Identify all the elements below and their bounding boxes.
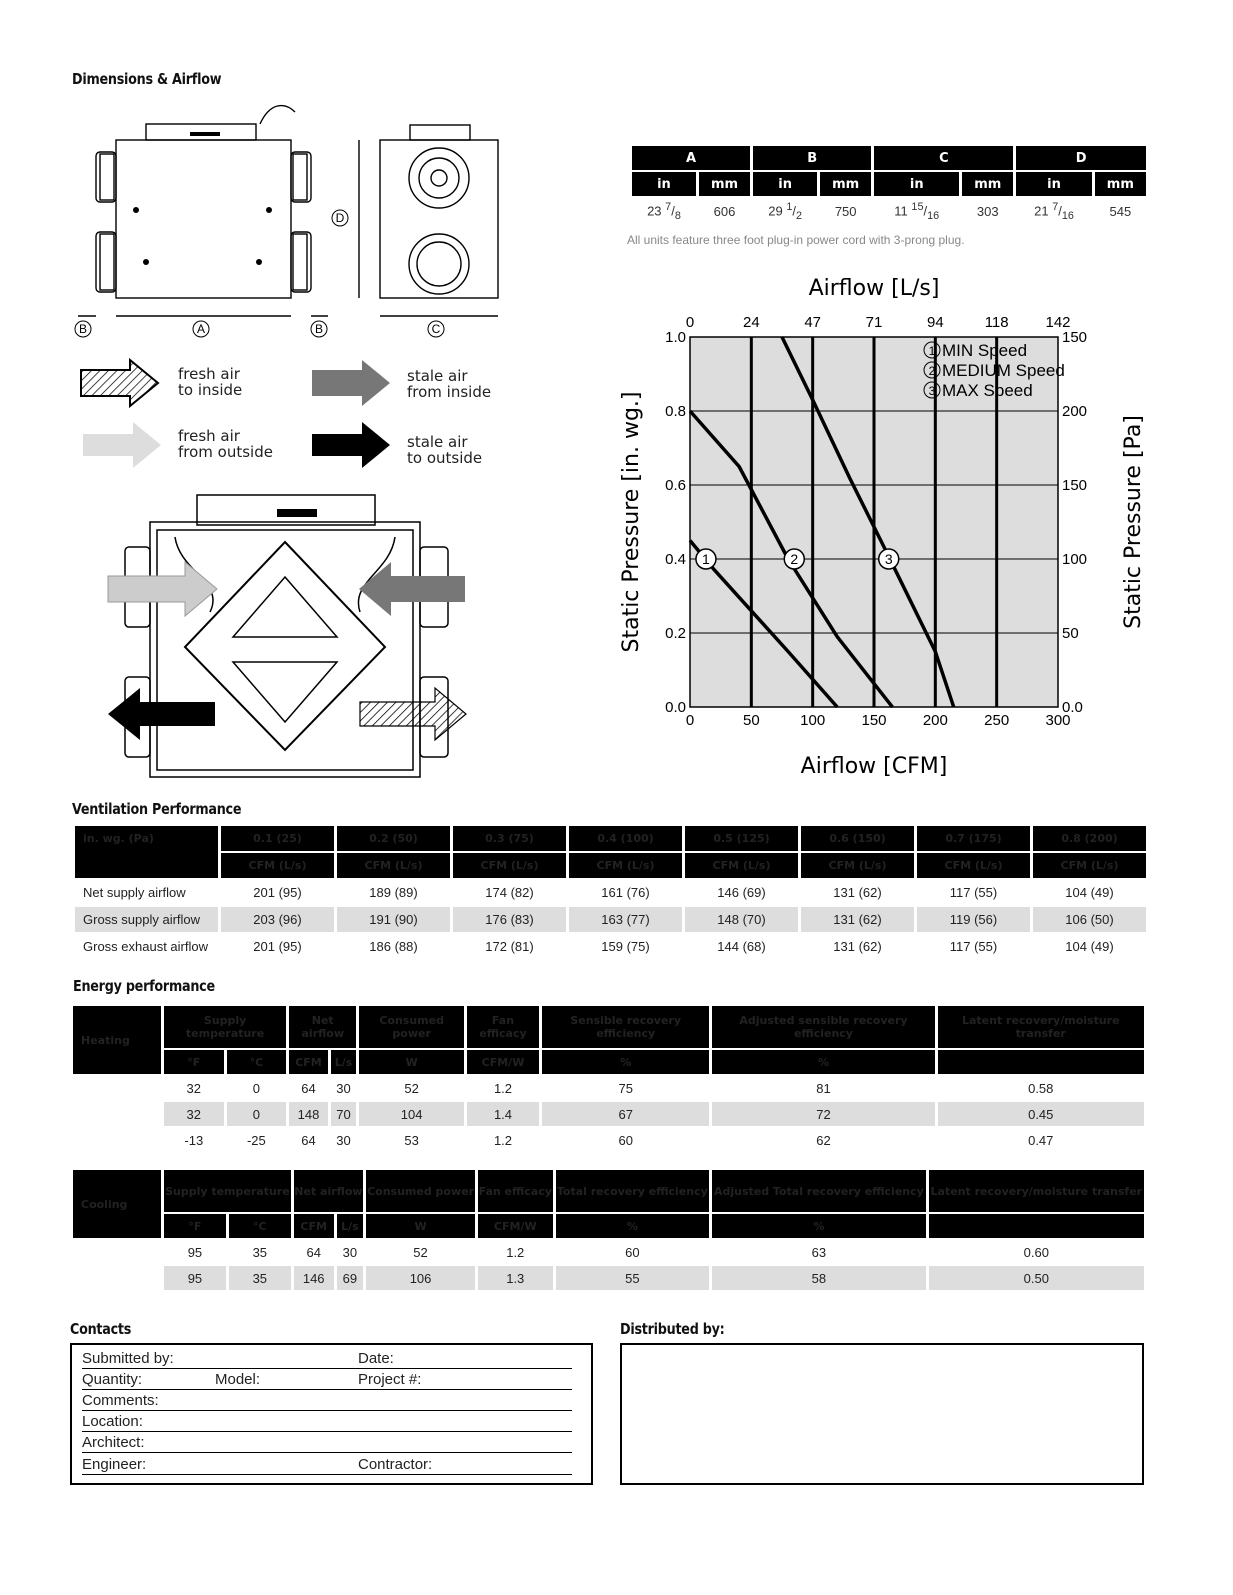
dim-unit: in	[1016, 172, 1091, 196]
y-tick-label: 1.0	[665, 329, 686, 346]
dim-unit: mm	[1095, 172, 1146, 196]
table-row: 95 35 64 30 52 1.2 60 63 0.60	[187, 1244, 1049, 1260]
cooling-mode: Cooling	[73, 1170, 161, 1238]
ventilation-title: Ventilation Performance	[72, 800, 242, 818]
field-engineer[interactable]: Engineer:	[82, 1456, 147, 1473]
series-marker-label: 1	[702, 551, 710, 567]
legend-fresh-outside: fresh air from outside	[178, 427, 273, 461]
vent-col: 0.7 (175)	[917, 826, 1030, 851]
table-row: 95 35 146 69 106 1.3 55 58 0.50	[73, 1266, 1144, 1290]
vent-col: 0.3 (75)	[453, 826, 566, 851]
dim-unit: mm	[820, 172, 871, 196]
dim-unit: in	[874, 172, 959, 196]
field-project[interactable]: Project #:	[358, 1371, 422, 1388]
right-tick-label: 0.0	[1062, 699, 1083, 716]
legend-fresh-inside: fresh air to inside	[178, 365, 243, 399]
right-tick-label: 200	[1062, 403, 1088, 420]
vent-sub: CFM (L/s)	[1033, 853, 1146, 878]
right-tick-label: 50	[1062, 625, 1079, 642]
vent-col: 0.6 (150)	[801, 826, 914, 851]
vent-col: 0.8 (200)	[1033, 826, 1146, 851]
unit-cutaway-drawing	[105, 492, 475, 784]
ventilation-table	[72, 824, 1149, 961]
dim-group-a: A	[632, 146, 750, 170]
legend-stale-inside: stale air from inside	[407, 367, 492, 401]
fresh-air-inside-arrow	[81, 360, 158, 406]
legend-entry: MIN Speed	[942, 341, 1028, 360]
legend-marker-label: 2	[928, 364, 936, 378]
dimensions-table	[629, 144, 1149, 226]
dim-d-mm: 545	[1109, 203, 1132, 219]
dim-c-in: 11 $^{15}/_{16}$	[894, 200, 940, 222]
x-tick-label: 250	[984, 712, 1010, 729]
dim-b-in: 29 $^1/_2$	[768, 200, 802, 222]
table-row: -13 -25 64 30 53 1.2 60 62 0.47	[184, 1132, 1054, 1148]
y-tick-label: 0.2	[665, 625, 686, 642]
table-row: Gross exhaust airflow 201 (95) 186 (88) 172 (81) 159 (75) 144 (68) 131 (62) 117 (55) 104 (49)	[83, 939, 1114, 954]
field-model[interactable]: Model:	[215, 1371, 261, 1388]
series-marker-label: 2	[790, 551, 799, 567]
series-marker-label: 3	[884, 551, 893, 567]
field-submitted-by[interactable]: Submitted by:	[82, 1350, 174, 1367]
vent-sub: CFM (L/s)	[337, 853, 450, 878]
x-tick-label: 150	[861, 712, 887, 729]
contacts-title: Contacts	[70, 1320, 132, 1338]
cooling-table: Cooling Supply temperature Net airflow Consumed power Fan efficacy Total recovery efficiency Adjusted Total recovery efficiency Latent recovery/moisture transfer °F °C CFM L/s W CFM/W % % 95 35 64 30 52 1.2 60 63 0.60 95 35 146 69 106 1.3 55 58 0.50	[70, 1168, 1147, 1292]
dim-group-d: D	[1016, 146, 1146, 170]
vent-sub: CFM (L/s)	[917, 853, 1030, 878]
vent-col: 0.4 (100)	[569, 826, 682, 851]
dim-unit: in	[753, 172, 817, 196]
top-tick-label: 24	[742, 314, 760, 331]
top-tick-label: 118	[984, 314, 1009, 331]
right-tick-label: 150	[1062, 329, 1088, 346]
dimensions-title: Dimensions & Airflow	[72, 70, 222, 88]
vent-sub: CFM (L/s)	[685, 853, 798, 878]
x-tick-label: 0	[685, 712, 695, 729]
dim-unit: in	[632, 172, 696, 196]
table-row: Gross supply airflow 203 (96) 191 (90) 176 (83) 163 (77) 148 (70) 131 (62) 119 (56) 106 (50)	[75, 907, 1146, 932]
dim-a-in: 23 $^7/_8$	[647, 200, 681, 222]
field-comments[interactable]: Comments:	[82, 1392, 159, 1409]
field-quantity[interactable]: Quantity:	[82, 1371, 143, 1388]
table-row: Net supply airflow 201 (95) 189 (89) 174 (82) 161 (76) 146 (69) 131 (62) 117 (55) 104 (49)	[83, 885, 1114, 900]
vent-col: 0.1 (25)	[221, 826, 334, 851]
table-row: 32 0 148 70 104 1.4 67 72 0.45	[73, 1102, 1144, 1126]
distributor-box[interactable]	[620, 1343, 1144, 1485]
energy-title: Energy performance	[73, 977, 215, 995]
y-tick-label: 0.6	[665, 477, 686, 494]
top-tick-label: 94	[926, 314, 944, 331]
power-cord-note: All units feature three foot plug-in power cord with 3-prong plug.	[627, 233, 965, 247]
field-contractor[interactable]: Contractor:	[358, 1456, 433, 1473]
vent-sub: CFM (L/s)	[801, 853, 914, 878]
y-tick-label: 0.8	[665, 403, 686, 420]
dim-c-mm: 303	[976, 203, 999, 219]
heating-mode: Heating	[73, 1006, 161, 1074]
legend-stale-outside: stale air to outside	[407, 433, 483, 467]
front-body	[116, 140, 291, 298]
x-tick-label: 50	[742, 712, 760, 729]
vent-sub: CFM (L/s)	[453, 853, 566, 878]
distributed-title: Distributed by:	[620, 1320, 725, 1338]
dim-unit: mm	[699, 172, 750, 196]
x-tick-label: 100	[800, 712, 826, 729]
x-tick-label: 300	[1045, 712, 1071, 729]
top-tick-label: 142	[1045, 314, 1071, 331]
dim-b-mm: 750	[834, 203, 857, 219]
stale-air-outside-arrow	[312, 422, 390, 468]
dim-group-b: B	[753, 146, 871, 170]
field-date[interactable]: Date:	[358, 1350, 394, 1367]
field-location[interactable]: Location:	[82, 1413, 143, 1430]
vent-sub: CFM (L/s)	[569, 853, 682, 878]
x-tick-label: 200	[922, 712, 948, 729]
vent-sub: CFM (L/s)	[221, 853, 334, 878]
dim-label-b-right: B	[314, 322, 324, 336]
legend-marker-label: 1	[928, 344, 936, 358]
legend-entry: MEDIUM Speed	[942, 361, 1065, 380]
y-tick-label: 0.4	[665, 551, 686, 568]
dim-label-b-left: B	[78, 322, 88, 336]
legend-entry: MAX Speed	[942, 381, 1033, 400]
vent-col: 0.2 (50)	[337, 826, 450, 851]
fan-curve-chart	[600, 262, 1160, 787]
dim-label-d: D	[335, 211, 345, 225]
fresh-air-outside-arrow	[83, 422, 161, 468]
y-tick-label: 0.0	[665, 699, 686, 716]
chart-right-axis-title: Static Pressure [Pa]	[1121, 415, 1146, 629]
chart-y-axis-title: Static Pressure [in. wg.]	[619, 391, 644, 653]
dim-group-c: C	[874, 146, 1013, 170]
legend-arrows-right	[310, 358, 410, 478]
vent-col: 0.5 (125)	[685, 826, 798, 851]
dim-a-mm: 606	[713, 203, 736, 219]
stale-air-inside-arrow	[312, 360, 390, 406]
vent-corner: in. wg. (Pa)	[75, 826, 218, 878]
legend-arrows-left	[78, 358, 178, 478]
unit-dimension-drawing	[70, 92, 550, 347]
chart-x-axis-title: Airflow [CFM]	[800, 754, 948, 779]
top-tick-label: 0	[685, 314, 695, 331]
top-tick-label: 47	[804, 314, 822, 331]
right-tick-label: 150	[1062, 477, 1088, 494]
dim-d-in: 21 $^7/_{16}$	[1034, 200, 1074, 222]
top-tick-label: 71	[865, 314, 883, 331]
dim-label-a: A	[196, 322, 206, 336]
heating-table: Heating Supply temperature Net airflow Consumed power Fan efficacy Sensible recovery efficiency Adjusted sensible recovery efficiency Latent recovery/moisture transfer °F °C CFM L/s W CFM/W % % 32 0 64 30 52 1.2 75 81 0.58 32 0 148 70 104 1.4 67 72 0.45 -13 -25 64 30 53 1.2 60 62 0.47	[70, 1004, 1147, 1154]
right-tick-label: 100	[1062, 551, 1088, 568]
field-architect[interactable]: Architect:	[82, 1434, 145, 1451]
dim-unit: mm	[962, 172, 1013, 196]
table-row: 32 0 64 30 52 1.2 75 81 0.58	[186, 1080, 1054, 1096]
dim-label-c: C	[431, 322, 441, 336]
chart-top-axis-title: Airflow [L/s]	[808, 276, 940, 301]
legend-marker-label: 3	[928, 384, 936, 398]
